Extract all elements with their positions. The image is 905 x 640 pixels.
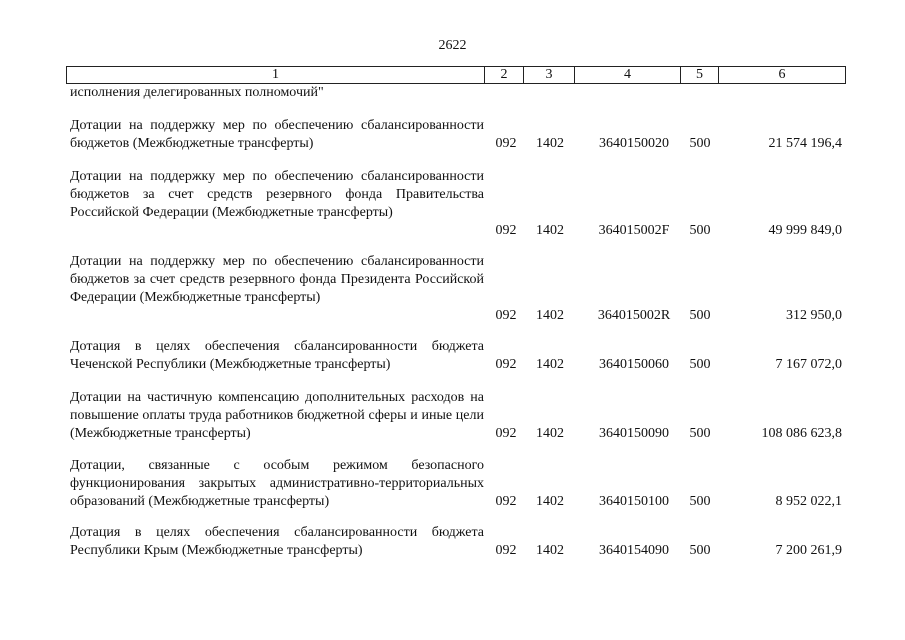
row-section: 1402 bbox=[536, 543, 564, 558]
column-header-3: 3 bbox=[524, 67, 575, 84]
row-ministry: 092 bbox=[495, 426, 517, 441]
row-description: Дотации, связанные с особым режимом безопасного функционирования закрытых административно-территориальных образований (Межбюджетные трансферты) bbox=[70, 458, 484, 509]
column-header-6: 6 bbox=[719, 67, 846, 84]
row-target: 364015002R bbox=[597, 308, 671, 323]
column-header-row bbox=[67, 67, 846, 84]
column-header-5: 5 bbox=[681, 67, 719, 84]
continuation-text: исполнения делегированных полномочий" bbox=[70, 85, 324, 100]
row-amount: 8 952 022,1 bbox=[775, 494, 842, 509]
row-ministry: 092 bbox=[495, 136, 517, 151]
row-target: 3640150100 bbox=[599, 494, 669, 509]
row-amount: 7 200 261,9 bbox=[775, 543, 842, 558]
row-amount: 49 999 849,0 bbox=[768, 223, 842, 238]
row-target: 3640154090 bbox=[599, 543, 669, 558]
column-header-4: 4 bbox=[575, 67, 681, 84]
row-expense-type: 500 bbox=[689, 357, 711, 372]
column-header-1: 1 bbox=[67, 67, 485, 84]
row-section: 1402 bbox=[536, 308, 564, 323]
row-description: Дотация в целях обеспечения сбалансированности бюджета Республики Крым (Межбюджетные трансферты) bbox=[70, 525, 484, 558]
column-header-2: 2 bbox=[485, 67, 524, 84]
row-description: Дотации на частичную компенсацию дополнительных расходов на повышение оплаты труда работников бюджетной сферы и иные цели (Межбюджетные трансферты) bbox=[70, 390, 484, 441]
row-section: 1402 bbox=[536, 223, 564, 238]
row-ministry: 092 bbox=[495, 308, 517, 323]
row-section: 1402 bbox=[536, 357, 564, 372]
row-description: Дотация в целях обеспечения сбалансированности бюджета Чеченской Республики (Межбюджетные трансферты) bbox=[70, 339, 484, 372]
row-ministry: 092 bbox=[495, 223, 517, 238]
row-target: 3640150060 bbox=[599, 357, 669, 372]
row-target: 3640150020 bbox=[599, 136, 669, 151]
row-target: 364015002F bbox=[598, 223, 670, 238]
row-section: 1402 bbox=[536, 494, 564, 509]
row-description: Дотации на поддержку мер по обеспечению сбалансированности бюджетов за счет средств резервного фонда Правительства Российской Федерации (Межбюджетные трансферты) bbox=[70, 169, 484, 220]
row-section: 1402 bbox=[536, 426, 564, 441]
row-expense-type: 500 bbox=[689, 136, 711, 151]
row-ministry: 092 bbox=[495, 494, 517, 509]
row-amount: 108 086 623,8 bbox=[761, 426, 842, 441]
row-target: 3640150090 bbox=[599, 426, 669, 441]
row-amount: 7 167 072,0 bbox=[775, 357, 842, 372]
row-description: Дотации на поддержку мер по обеспечению сбалансированности бюджетов за счет средств резервного фонда Президента Российской Федерации (Межбюджетные трансферты) bbox=[70, 254, 484, 305]
row-expense-type: 500 bbox=[689, 543, 711, 558]
row-amount: 312 950,0 bbox=[786, 308, 842, 323]
row-ministry: 092 bbox=[495, 543, 517, 558]
page-number: 2622 bbox=[438, 38, 467, 53]
row-ministry: 092 bbox=[495, 357, 517, 372]
column-header-table bbox=[66, 66, 846, 84]
row-description: Дотации на поддержку мер по обеспечению сбалансированности бюджетов (Межбюджетные трансферты) bbox=[70, 118, 484, 151]
row-expense-type: 500 bbox=[689, 308, 711, 323]
row-amount: 21 574 196,4 bbox=[768, 136, 842, 151]
row-section: 1402 bbox=[536, 136, 564, 151]
row-expense-type: 500 bbox=[689, 426, 711, 441]
row-expense-type: 500 bbox=[689, 223, 711, 238]
row-expense-type: 500 bbox=[689, 494, 711, 509]
